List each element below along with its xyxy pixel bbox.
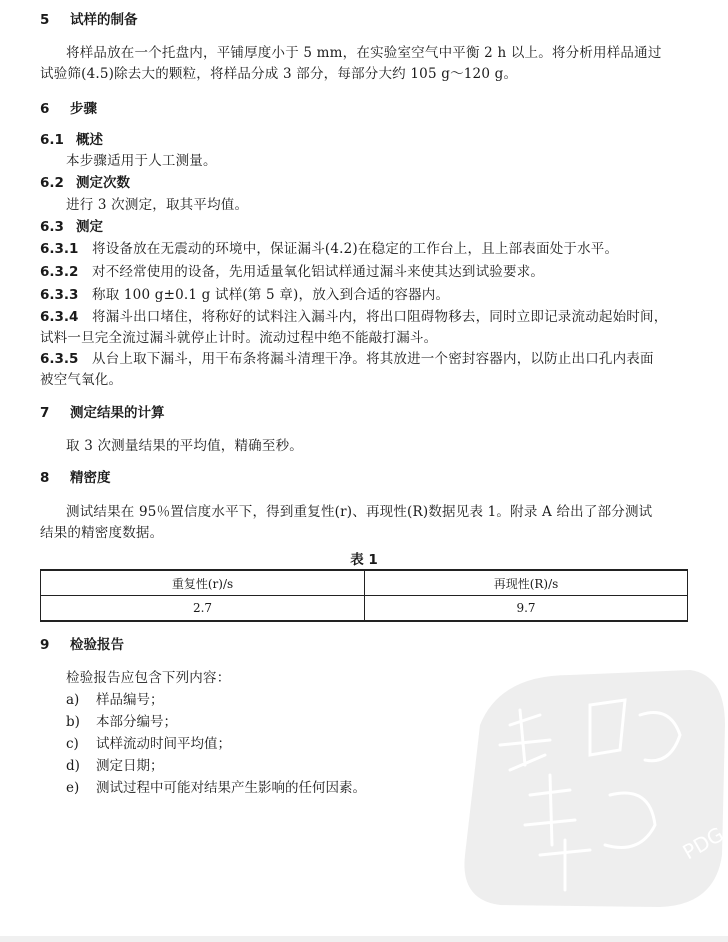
- clause-text-continued: 试料一旦完全流过漏斗就停止计时。流动过程中绝不能敲打漏斗。: [40, 330, 438, 346]
- subsection-6-1-heading: [40, 131, 103, 149]
- paragraph-line: 结果的精密度数据。: [40, 525, 164, 541]
- section-6-heading: [40, 100, 97, 118]
- table-cell-reproducibility: 9.7: [365, 596, 688, 622]
- table-header-repeatability: 重复性(r)/s: [41, 570, 365, 596]
- section-title: 试样的制备: [70, 12, 138, 28]
- table-cell-repeatability: 2.7: [41, 596, 365, 622]
- list-item-text: 本部分编号；: [96, 714, 177, 730]
- list-item-label: c): [66, 736, 79, 752]
- section-5-heading: [40, 11, 138, 29]
- section-title: 检验报告: [70, 637, 124, 653]
- section-7-heading: [40, 404, 165, 422]
- list-item: [66, 691, 164, 709]
- paragraph-line: 取 3 次测量结果的平均值，精确至秒。: [66, 438, 303, 454]
- precision-table: [40, 569, 688, 622]
- watermark-seal-icon: [440, 655, 728, 915]
- list-item-label: d): [66, 758, 80, 774]
- section-number: 9: [40, 637, 50, 653]
- clause-number: 6.3.3: [40, 287, 79, 303]
- subsection-number: 6.1: [40, 132, 64, 148]
- list-item-text: 测定日期；: [96, 758, 164, 774]
- list-item-text: 测试过程中可能对结果产生影响的任何因素。: [96, 780, 366, 796]
- list-item-label: a): [66, 692, 80, 708]
- subsection-6-2-heading: [40, 174, 130, 192]
- clause-6-3-4: [40, 308, 667, 326]
- clause-text: 将漏斗出口堵住，将称好的试料注入漏斗内，将出口阻碍物移去，同时立即记录流动起始时间，: [92, 309, 668, 325]
- subsection-title: 测定: [76, 219, 103, 235]
- clause-6-3-1: [40, 240, 618, 258]
- section-title: 测定结果的计算: [70, 405, 165, 421]
- list-item-label: b): [66, 714, 80, 730]
- list-item: [66, 757, 164, 775]
- clause-number: 6.3.2: [40, 264, 79, 280]
- table-caption: 表 1: [350, 552, 378, 568]
- section-title: 步骤: [70, 101, 97, 117]
- list-item: [66, 713, 177, 731]
- section-9-heading: [40, 636, 124, 654]
- list-item: [66, 735, 231, 753]
- clause-text: 称取 100 g±0.1 g 试样(第 5 章)，放入到合适的容器内。: [92, 287, 450, 303]
- clause-number: 6.3.1: [40, 241, 79, 257]
- subsection-6-3-heading: [40, 218, 103, 236]
- clause-number: 6.3.5: [40, 351, 79, 367]
- table-row: [41, 596, 688, 622]
- clause-text-continued: 被空气氧化。: [40, 372, 123, 388]
- section-number: 5: [40, 12, 50, 28]
- page-bottom-edge: [0, 936, 728, 942]
- paragraph-line: 本步骤适用于人工测量。: [66, 153, 217, 169]
- clause-text: 将设备放在无震动的环境中，保证漏斗(4.2)在稳定的工作台上，且上部表面处于水平。: [92, 241, 619, 257]
- watermark-text: PDG: [678, 822, 728, 865]
- clause-6-3-5: [40, 350, 654, 368]
- section-number: 8: [40, 470, 50, 486]
- paragraph-line: 检验报告应包含下列内容：: [66, 670, 231, 686]
- clause-6-3-2: [40, 263, 544, 281]
- list-item-text: 样品编号；: [96, 692, 164, 708]
- clause-number: 6.3.4: [40, 309, 79, 325]
- subsection-number: 6.2: [40, 175, 64, 191]
- table-header-row: [41, 570, 688, 596]
- subsection-title: 概述: [76, 132, 103, 148]
- clause-6-3-3: [40, 286, 449, 304]
- paragraph-line: 进行 3 次测定，取其平均值。: [66, 197, 249, 213]
- subsection-title: 测定次数: [76, 175, 130, 191]
- table-header-reproducibility: 再现性(R)/s: [365, 570, 688, 596]
- list-item: [66, 779, 366, 797]
- section-number: 6: [40, 101, 50, 117]
- list-item-label: e): [66, 780, 80, 796]
- section-8-heading: [40, 469, 111, 487]
- paragraph-line: 测试结果在 95％置信度水平下，得到重复性(r)、再现性(R)数据见表 1。附录 A 给出了部分测试: [66, 504, 653, 520]
- list-item-text: 试样流动时间平均值；: [96, 736, 231, 752]
- paragraph-line: 将样品放在一个托盘内，平铺厚度小于 5 mm，在实验室空气中平衡 2 h 以上。将分析用样品通过: [66, 45, 662, 61]
- clause-text: 对不经常使用的设备，先用适量氧化铝试样通过漏斗来使其达到试验要求。: [92, 264, 545, 280]
- paragraph-line: 试验筛(4.5)除去大的颗粒，将样品分成 3 部分，每部分大约 105 g～120 g。: [40, 66, 518, 82]
- clause-text: 从台上取下漏斗，用干布条将漏斗清理干净。将其放进一个密封容器内，以防止出口孔内表面: [92, 351, 654, 367]
- section-number: 7: [40, 405, 50, 421]
- section-title: 精密度: [70, 470, 111, 486]
- subsection-number: 6.3: [40, 219, 64, 235]
